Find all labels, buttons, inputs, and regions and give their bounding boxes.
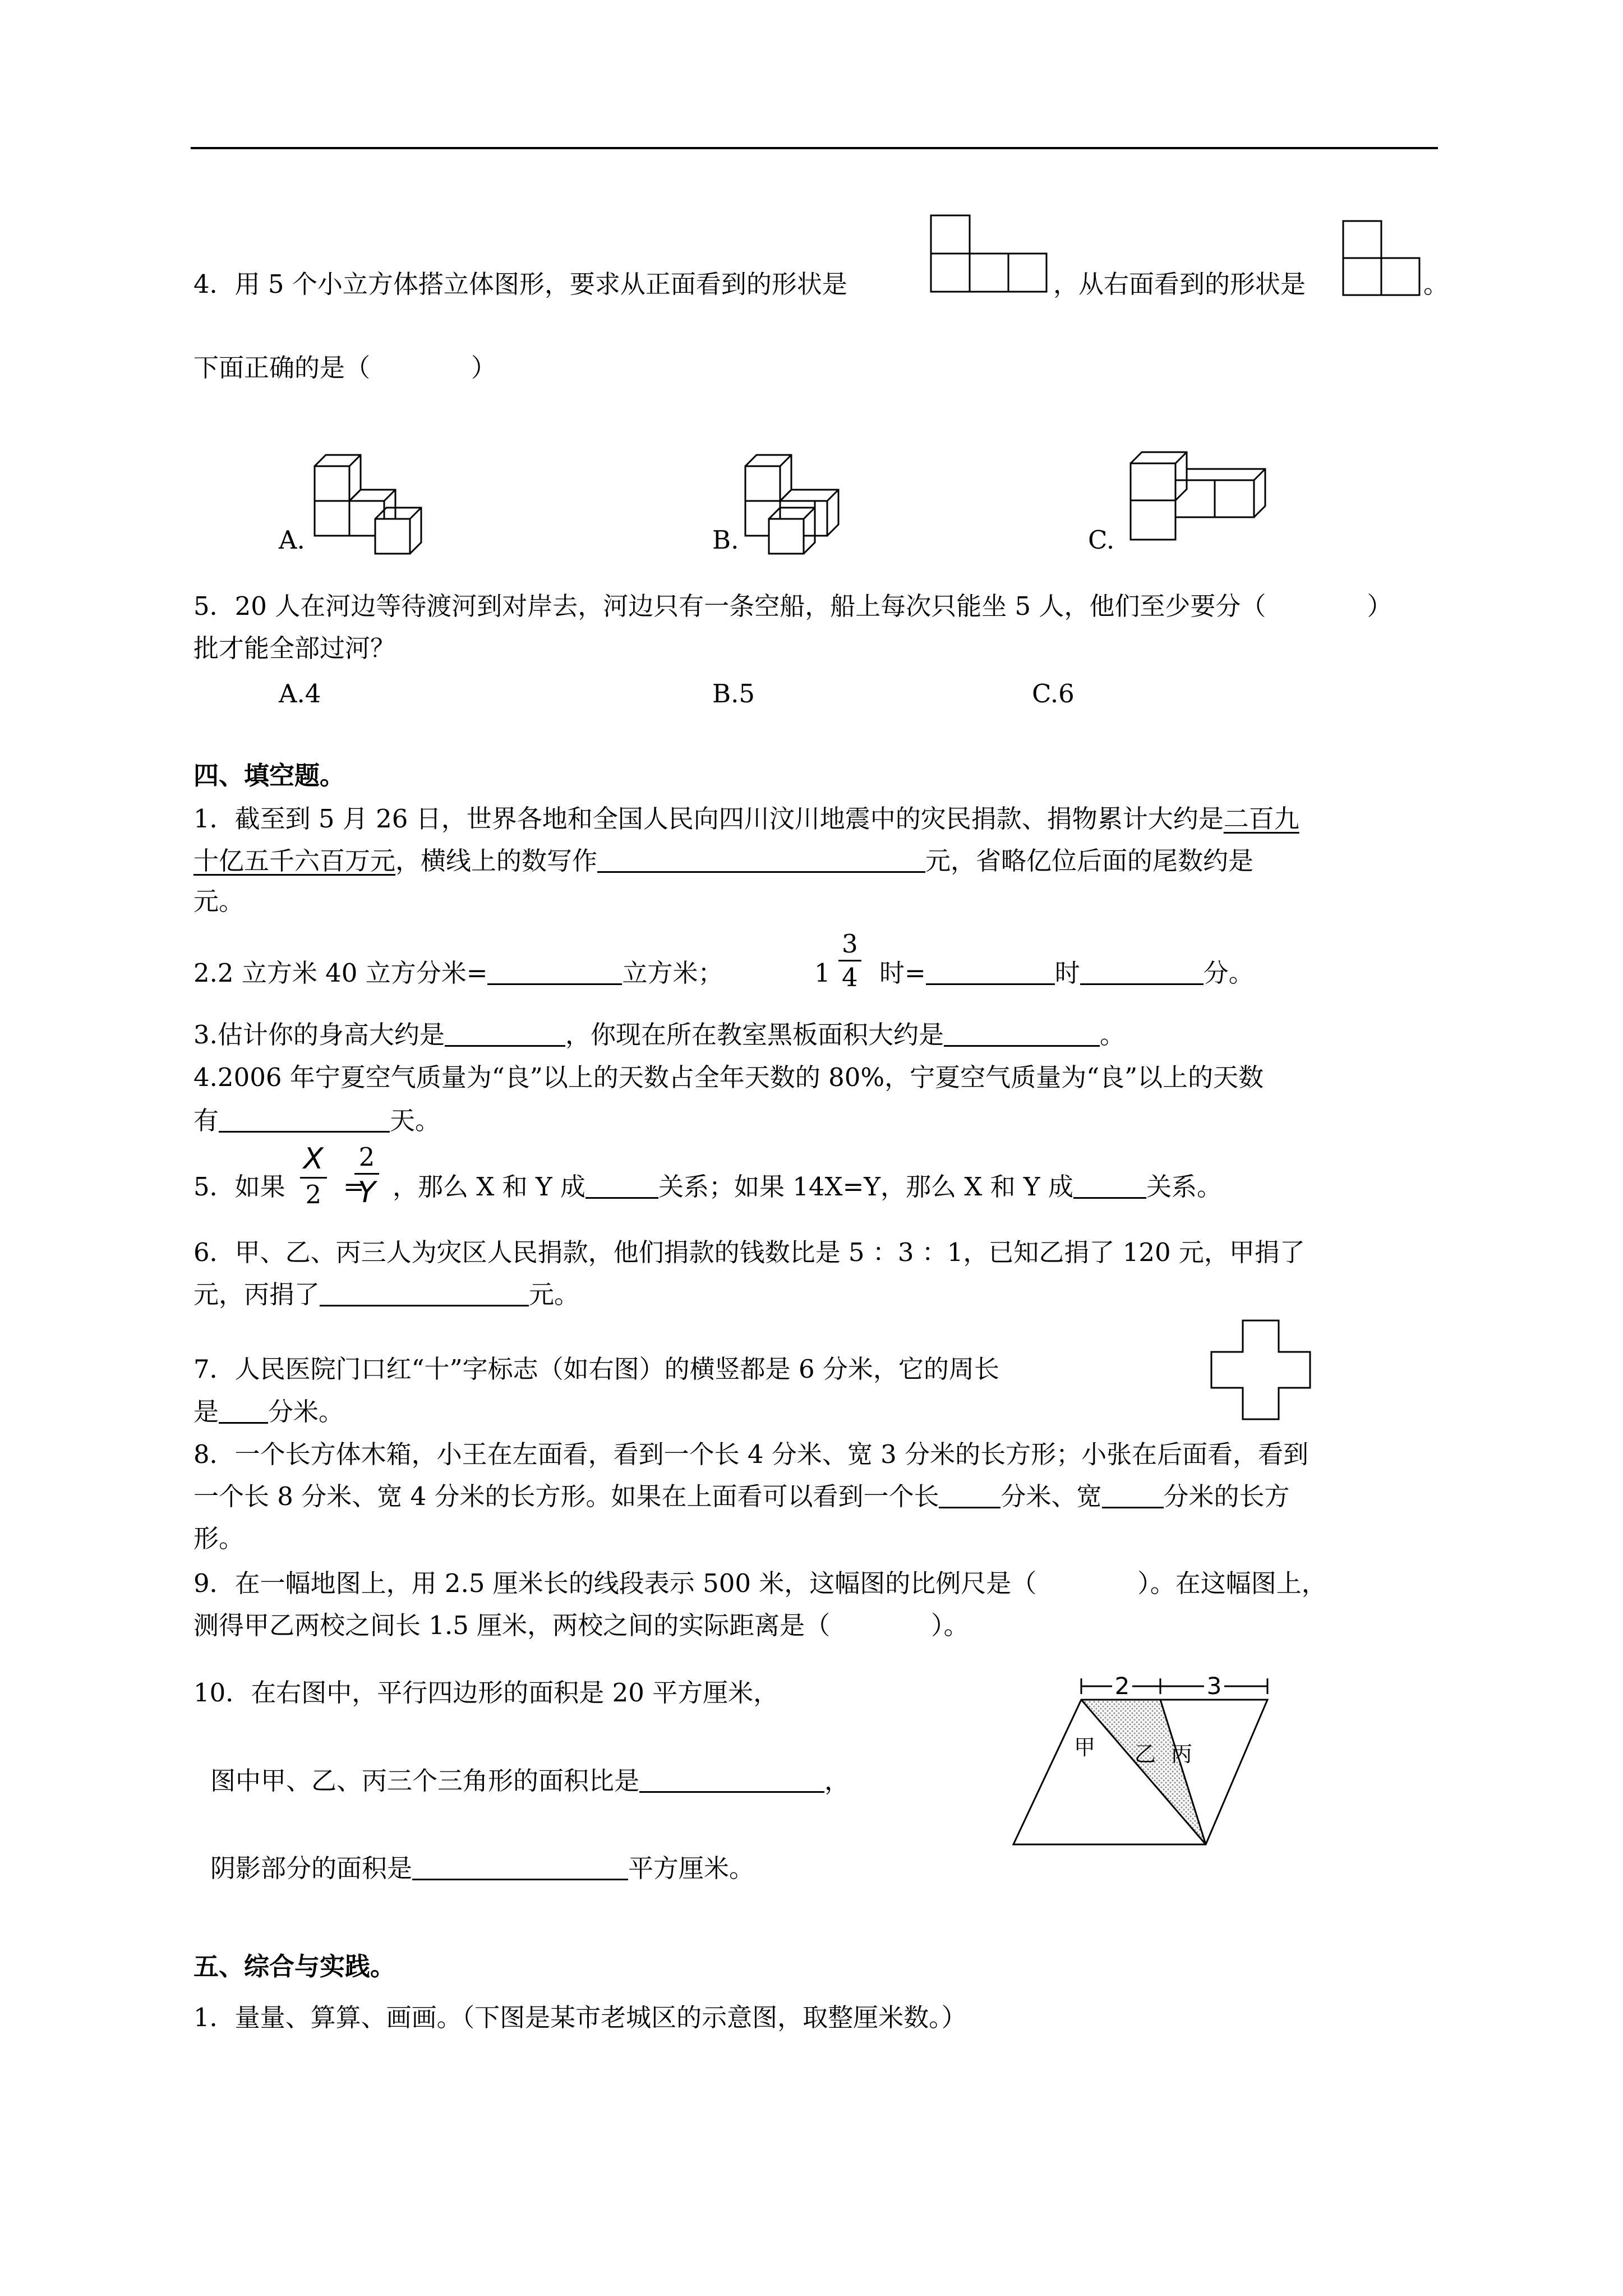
q4-line2: 下面正确的是（ ） xyxy=(193,353,497,383)
fig-right-length: 3 xyxy=(1206,1672,1222,1700)
s4-q9-line2: 测得甲乙两校之间长 1.5 厘米，两校之间的实际距离是（ ）。 xyxy=(193,1611,969,1640)
s4-q8-line2: 一个长 8 分米、宽 4 分米的长方形。如果在上面看可以看到一个长 分米、宽 分米的长方 xyxy=(193,1481,1290,1511)
red-cross-figure xyxy=(1210,1319,1311,1420)
s4-q2-fraction: $\frac{3}{4}$ xyxy=(838,931,861,990)
answer-blank[interactable] xyxy=(1102,1484,1164,1508)
fig-left-length: 2 xyxy=(1114,1672,1130,1700)
s4-q5-start: 5．如果 xyxy=(193,1172,285,1202)
s4-q5-fraction-1: $\frac{X}{2}$ xyxy=(300,1144,327,1207)
q5-option-a: A.4 xyxy=(279,679,321,708)
section5-title: 五、综合与实践。 xyxy=(193,1952,396,1981)
s4-q2-whole: 1 xyxy=(814,958,831,988)
s4-q4-line2: 有 天。 xyxy=(193,1106,441,1135)
option-c-cubes[interactable] xyxy=(1128,449,1280,547)
s4-q7-line1: 7．人民医院门口红“十”字标志（如右图）的横竖都是 6 分米，它的周长 xyxy=(193,1354,999,1384)
answer-blank[interactable] xyxy=(597,849,925,873)
answer-blank[interactable] xyxy=(1073,1175,1146,1199)
answer-blank[interactable] xyxy=(320,1282,529,1306)
q4-line1: 4．用 5 个小立方体搭立体图形，要求从正面看到的形状是 xyxy=(193,269,847,299)
s4-q8-line3: 形。 xyxy=(193,1524,245,1553)
s4-q1-line2: 十亿五千六百万元，横线上的数写作 元，省略亿位后面的尾数约是 xyxy=(193,846,1254,876)
s4-q10-line2: 图中甲、乙、丙三个三角形的面积比是 ， xyxy=(210,1766,850,1796)
s4-q9-line1: 9．在一幅地图上，用 2.5 厘米长的线段表示 500 米，这幅图的比例尺是（ ）。在这幅图上， xyxy=(193,1568,1327,1598)
fig-label-yi: 乙 xyxy=(1135,1742,1156,1766)
answer-blank[interactable] xyxy=(219,1108,390,1133)
q5-line1: 5．20 人在河边等待渡河到对岸去，河边只有一条空船，船上每次只能坐 5 人，他们至少要分（ ） xyxy=(193,591,1393,621)
s4-q3: 3.估计你的身高大约是 ，你现在所在教室黑板面积大约是 。 xyxy=(193,1020,1125,1050)
s4-q6-line2: 元，丙捐了 元。 xyxy=(193,1280,580,1309)
q5-option-c: C.6 xyxy=(1032,679,1075,708)
answer-blank[interactable] xyxy=(926,961,1055,985)
answer-blank[interactable] xyxy=(219,1400,268,1424)
s4-q6-line1: 6．甲、乙、丙三人为灾区人民捐款，他们捐款的钱数比是 5 ：3 ：1，已知乙捐了 120 元，甲捐了 xyxy=(193,1237,1305,1267)
answer-blank[interactable] xyxy=(445,1023,565,1047)
fig-label-jia: 甲 xyxy=(1074,1735,1096,1760)
answer-blank[interactable] xyxy=(944,1023,1100,1047)
answer-blank[interactable] xyxy=(639,1769,824,1793)
parallelogram-figure xyxy=(1012,1665,1270,1850)
answer-blank[interactable] xyxy=(585,1175,658,1199)
s4-q5-equals: = xyxy=(343,1172,365,1202)
q4-option-b-label: B. xyxy=(712,525,739,555)
q4-option-c-label: C. xyxy=(1088,525,1115,555)
s5-q1: 1．量量、算算、画画。（下图是某市老城区的示意图，取整厘米数。） xyxy=(193,2003,967,2032)
s4-q4-line1: 4.2006 年宁夏空气质量为“良”以上的天数占全年天数的 80%，宁夏空气质量为“良”以上的天数 xyxy=(193,1062,1264,1092)
s4-q10-line1: 10．在右图中，平行四边形的面积是 20 平方厘米， xyxy=(193,1678,779,1708)
option-b-cubes[interactable] xyxy=(743,452,878,564)
s4-q2: 2.2 立方米 40 立方分米= 立方米； xyxy=(193,958,723,988)
s4-q5-rest: ，那么 X 和 Y 成 关系；如果 14X=Y，那么 X 和 Y 成 关系。 xyxy=(393,1172,1222,1202)
q4-option-a-label: A. xyxy=(279,525,305,555)
section4-title: 四、填空题。 xyxy=(193,761,345,790)
s4-q10-line3: 阴影部分的面积是 平方厘米。 xyxy=(210,1853,755,1883)
q4-line1-mid: ，从右面看到的形状是 xyxy=(1053,269,1306,299)
header-rule xyxy=(191,147,1438,149)
s4-q1-line3: 元。 xyxy=(193,886,245,916)
s4-q2-rest: 时= 时 分。 xyxy=(879,958,1254,988)
right-view-figure xyxy=(1342,220,1421,297)
answer-blank[interactable] xyxy=(939,1484,1000,1508)
front-view-figure xyxy=(930,214,1048,293)
q5-line2: 批才能全部过河？ xyxy=(193,633,396,663)
s4-q5-fraction-2: $\frac{2}{Y}$ xyxy=(354,1144,379,1207)
answer-blank[interactable] xyxy=(1080,961,1204,985)
s4-q7-line2: 是 分米。 xyxy=(193,1397,344,1427)
option-a-cubes[interactable] xyxy=(312,452,447,564)
q5-option-b: B.5 xyxy=(712,679,755,708)
answer-blank[interactable] xyxy=(487,961,622,985)
q4-line1-end: 。 xyxy=(1423,269,1449,299)
answer-blank[interactable] xyxy=(412,1856,628,1880)
s4-q1-line1: 1．截至到 5 月 26 日，世界各地和全国人民向四川汶川地震中的灾民捐款、捐物累计大约是二百九 xyxy=(193,804,1299,834)
fig-label-bing: 丙 xyxy=(1171,1742,1193,1766)
s4-q8-line1: 8．一个长方体木箱，小王在左面看，看到一个长 4 分米、宽 3 分米的长方形；小张在后面看，看到 xyxy=(193,1439,1309,1469)
